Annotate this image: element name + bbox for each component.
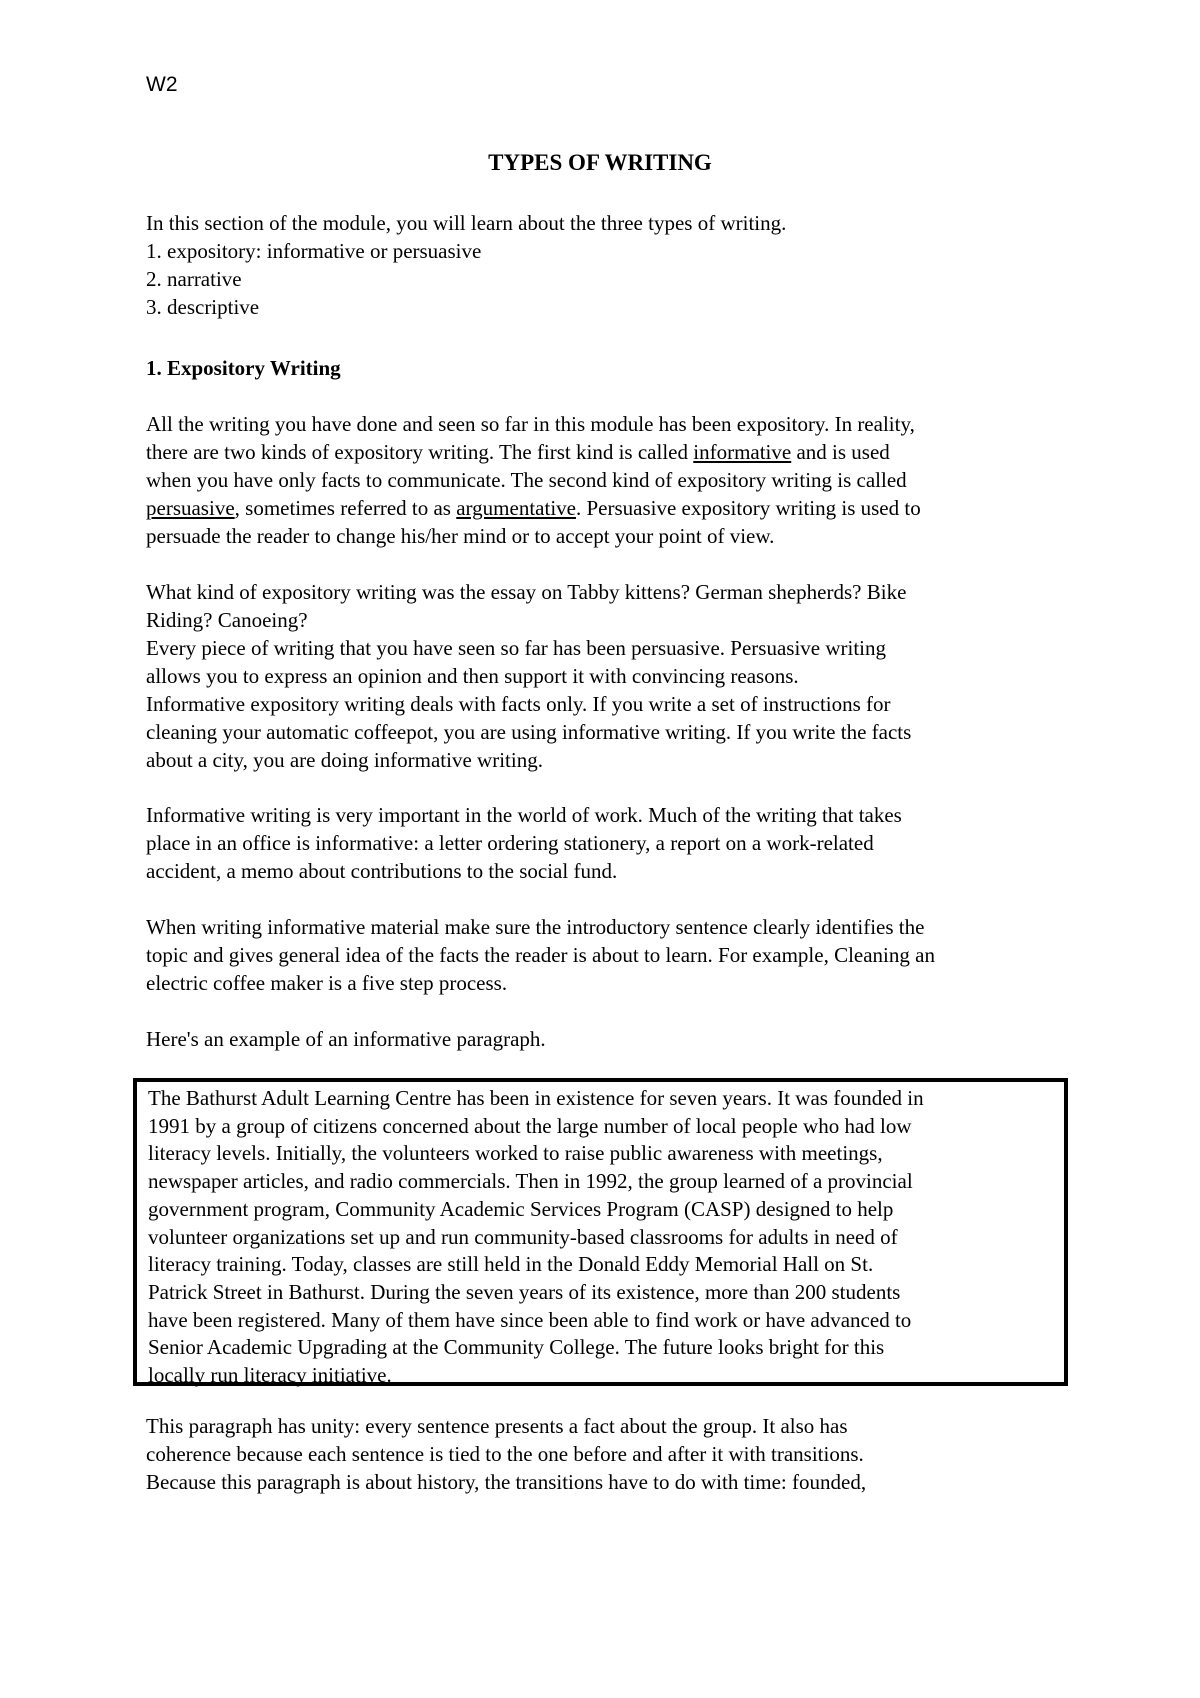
underlined-term-informative: informative — [693, 440, 792, 464]
text-line: accident, a memo about contributions to the social fund. — [146, 859, 618, 883]
example-lead-in: Here's an example of an informative paragraph. — [146, 1027, 546, 1051]
underlined-term-persuasive: persuasive — [146, 496, 235, 520]
example-line: literacy training. Today, classes are still held in the Donald Eddy Memorial Hall on St. — [148, 1252, 874, 1277]
paragraph-essay-questions — [146, 578, 1081, 774]
example-line: have been registered. Many of them have since been able to find work or have advanced to — [148, 1307, 912, 1332]
intro-list-item: 2. narrative — [146, 267, 242, 291]
page-code: W2 — [146, 73, 178, 96]
text-line: Because this paragraph is about history, the transitions have to do with time: founded, — [146, 1470, 867, 1494]
text-line — [146, 494, 1081, 522]
text-segment: there are two kinds of expository writing. The first kind is called — [146, 440, 694, 464]
text-line: allows you to express an opinion and then support it with convincing reasons. — [146, 664, 799, 688]
paragraph-expository-intro — [146, 410, 1081, 550]
intro-line: In this section of the module, you will learn about the three types of writing. — [146, 211, 787, 235]
example-line: The Bathurst Adult Learning Centre has been in existence for seven years. It was founded in — [148, 1086, 924, 1110]
text-line: coherence because each sentence is tied to the one before and after it with transitions. — [146, 1442, 864, 1466]
page-title: TYPES OF WRITING — [488, 150, 712, 175]
example-line: locally run literacy initiative. — [148, 1363, 392, 1388]
text-line: electric coffee maker is a five step process. — [146, 971, 508, 995]
text-line: Informative writing is very important in the world of work. Much of the writing that takes — [146, 803, 902, 827]
text-line: Riding? Canoeing? — [146, 608, 308, 632]
text-line: cleaning your automatic coffeepot, you are using informative writing. If you write the facts — [146, 720, 912, 744]
example-line: government program, Community Academic Services Program (CASP) designed to help — [148, 1196, 894, 1221]
intro-section — [146, 209, 1081, 321]
underlined-term-argumentative: argumentative — [456, 496, 576, 520]
intro-list-item: 1. expository: informative or persuasive — [146, 239, 482, 263]
text-line: All the writing you have done and seen so far in this module has been expository. In reality, — [146, 412, 915, 436]
text-line: when you have only facts to communicate. The second kind of expository writing is called — [146, 468, 907, 492]
text-line: Every piece of writing that you have seen so far has been persuasive. Persuasive writing — [146, 636, 887, 660]
text-line: When writing informative material make sure the introductory sentence clearly identifies the — [146, 915, 925, 939]
example-paragraph-box — [133, 1078, 1068, 1386]
text-segment: , sometimes referred to as — [234, 496, 457, 520]
example-line: Senior Academic Upgrading at the Community College. The future looks bright for this — [148, 1335, 885, 1360]
text-line: Informative expository writing deals with facts only. If you write a set of instructions for — [146, 692, 891, 716]
text-segment: . Persuasive expository writing is used to — [575, 496, 921, 520]
example-line: newspaper articles, and radio commercials. Then in 1992, the group learned of a provincial — [148, 1169, 913, 1194]
text-segment: and is used — [791, 440, 890, 464]
example-line: Patrick Street in Bathurst. During the seven years of its existence, more than 200 students — [148, 1279, 901, 1304]
text-line: place in an office is informative: a letter ordering stationery, a report on a work-related — [146, 831, 874, 855]
text-line: This paragraph has unity: every sentence presents a fact about the group. It also has — [146, 1414, 848, 1438]
text-line: topic and gives general idea of the facts the reader is about to learn. For example, Cleaning an — [146, 943, 935, 967]
section-heading: 1. Expository Writing — [146, 356, 341, 380]
paragraph-unity-coherence — [146, 1412, 1081, 1496]
text-line: about a city, you are doing informative writing. — [146, 748, 543, 772]
example-line: 1991 by a group of citizens concerned about the large number of local people who had low — [148, 1113, 912, 1138]
text-line: What kind of expository writing was the essay on Tabby kittens? German shepherds? Bike — [146, 580, 907, 604]
text-line — [146, 438, 1081, 466]
text-line: persuade the reader to change his/her mind or to accept your point of view. — [146, 524, 775, 548]
paragraph-world-of-work — [146, 801, 1081, 885]
paragraph-introductory-sentence — [146, 913, 1081, 997]
example-line: volunteer organizations set up and run community-based classrooms for adults in need of — [148, 1224, 898, 1249]
intro-list-item: 3. descriptive — [146, 295, 260, 319]
example-line: literacy levels. Initially, the volunteers worked to raise public awareness with meetings, — [148, 1141, 883, 1166]
